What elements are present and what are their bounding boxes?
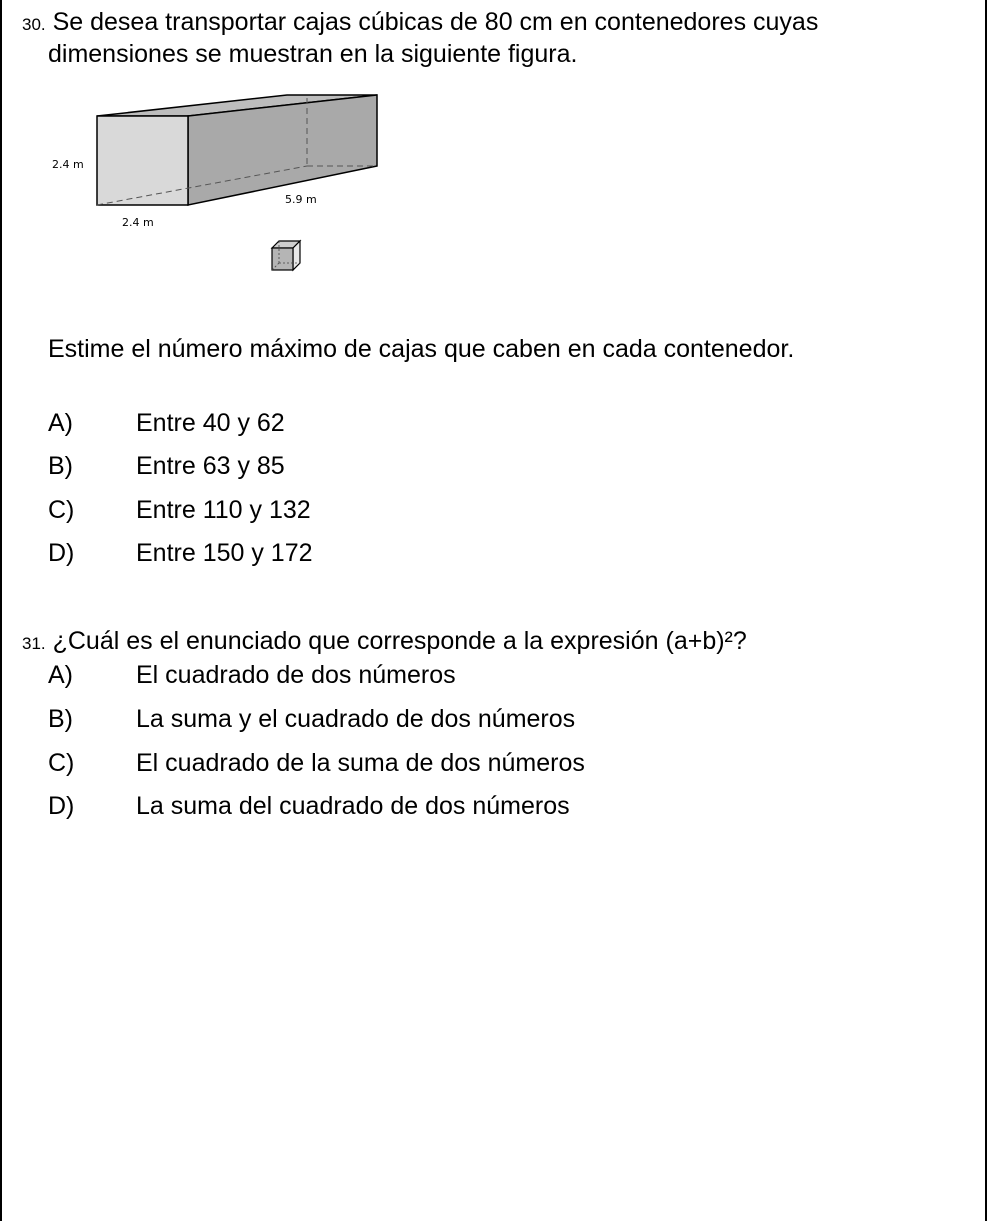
q30-prompt: Estime el número máximo de cajas que caben en cada contenedor.: [48, 335, 795, 363]
q30-statement-line1: [22, 7, 818, 40]
option-text: Entre 150 y 172: [136, 539, 313, 567]
container-front-face: [97, 116, 188, 205]
q31-text: ¿Cuál es el enunciado que corresponde a la expresión: [52, 627, 659, 655]
option-letter: C): [48, 749, 75, 777]
option-text: El cuadrado de dos números: [136, 661, 456, 689]
option-letter: B): [48, 705, 73, 733]
option-text: El cuadrado de la suma de dos números: [136, 749, 585, 777]
option-letter: D): [48, 792, 75, 820]
option-letter: B): [48, 452, 73, 480]
option-letter: C): [48, 496, 75, 524]
q31-expression: (a+b)²?: [665, 627, 747, 655]
option-text: Entre 40 y 62: [136, 409, 285, 437]
width-label: 2.4 m: [122, 216, 154, 229]
option-letter: A): [48, 661, 73, 689]
option-letter: A): [48, 409, 73, 437]
height-label: 2.4 m: [52, 158, 84, 171]
container-figure: [42, 88, 402, 288]
option-letter: D): [48, 539, 75, 567]
q30-text-line1: Se desea transportar cajas cúbicas de 80 cm en contenedores cuyas: [52, 8, 819, 36]
length-label: 5.9 m: [285, 193, 317, 206]
q30-number: 30.: [22, 15, 46, 34]
option-text: Entre 63 y 85: [136, 452, 285, 480]
small-cube-icon: [272, 241, 300, 270]
q31-statement: [22, 626, 747, 659]
q30-statement-line2: dimensiones se muestran en la siguiente figura.: [48, 40, 578, 68]
q31-number: 31.: [22, 634, 46, 653]
option-text: La suma y el cuadrado de dos números: [136, 705, 576, 733]
option-text: La suma del cuadrado de dos números: [136, 792, 570, 820]
option-text: Entre 110 y 132: [136, 496, 311, 524]
